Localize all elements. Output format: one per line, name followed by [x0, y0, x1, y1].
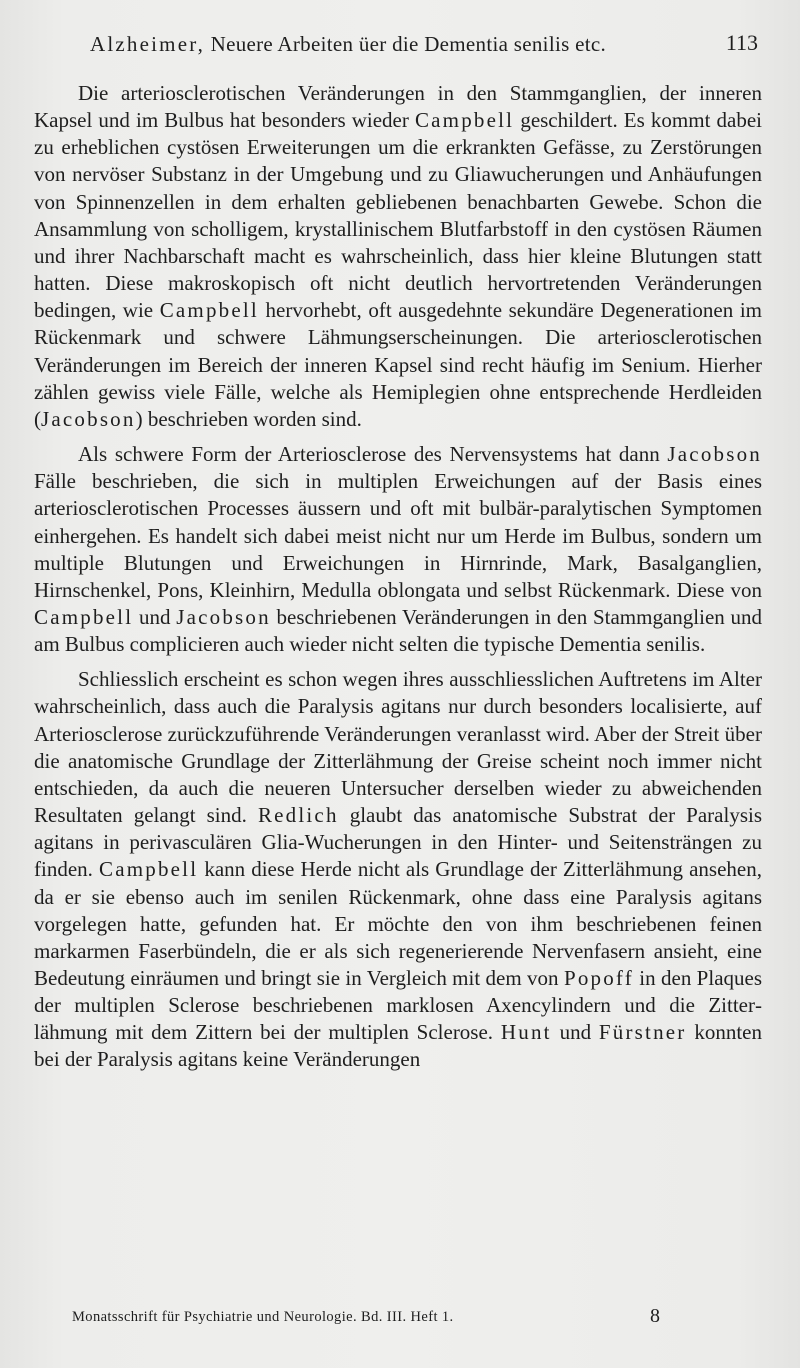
paragraph	[34, 441, 762, 658]
text-run: kann diese Herde nicht als Grundlage der Zitterlähmung ansehen, da er sie ebenso auch im senilen Rückenmark, ohne dass eine Paralysis agitans vorgelegen hatte, gefunden hat. Er möchte den von ihm beschriebenen feinen markarmen Faserbündeln, die er als sich regenerierende Nervenfasern ansieht, eine Bedeutung einräumen und bringt sie in Vergleich mit dem von	[34, 857, 762, 990]
author-name: Campbell	[159, 298, 259, 323]
running-head-author: Alzheimer,	[90, 32, 206, 56]
author-name: Jacobson	[176, 604, 271, 629]
author-name: Jacobson	[41, 406, 136, 431]
author-name: Fürstner	[598, 1020, 687, 1045]
text-run: hervorhebt, oft ausgedehnte sekundäre Degenerationen im Rückenmark und schwere Lähmungserscheinungen. Die arteriosclerotischen Veränderungen im Bereich der inneren Kapsel sind recht häufig im Senium. Hierher zählen gewiss viele Fälle, welche als Hemiplegien ohne entsprechende Herdleiden (	[34, 298, 762, 431]
running-head	[90, 30, 760, 62]
footer-signature: 8	[650, 1305, 660, 1327]
paragraph	[34, 666, 762, 1073]
text-run: konnten bei der Paralysis agitans keine Veränderungen	[34, 1020, 762, 1072]
text-run: in den Plaques der multiplen Sclerose beschriebenen marklosen Axencylindern und die Zitterlähmung mit dem Zittern bei der multiplen Sclerose.	[34, 966, 763, 1045]
text-run: und	[133, 604, 177, 629]
text-run: Fälle beschrieben, die sich in multiplen Erweichungen auf der Basis eines arteriosclerotischen Processes äussern und oft mit bulbär-paralytischen Symptomen einhergehen. Es handelt sich dabei meist nicht nur um Herde im Bulbus, sondern um multiple Blutungen und Erweichungen in Hirnrinde, Mark, Basalganglien, Hirnschenkel, Pons, Kleinhirn, Medulla oblongata und selbst Rückenmark. Diese von	[34, 469, 762, 602]
text-run: beschriebenen Veränderungen in den Stammganglien und am Bulbus complicieren auch wieder nicht selten die typische Dementia senilis.	[34, 604, 763, 657]
text-run: ) beschrieben worden sind.	[135, 406, 362, 431]
running-title	[90, 32, 606, 57]
text-run: Die arteriosclerotischen Veränderungen in den Stammganglien, der inneren Kapsel und im Bulbus hat besonders wieder	[34, 81, 762, 133]
author-name: Popoff	[563, 966, 634, 990]
author-name: Campbell	[98, 857, 199, 882]
text-run: glaubt das anatomische Substrat der Paralysis agitans in perivasculären Glia-Wucherungen in den Hinter- und Seitensträngen zu finden.	[34, 803, 763, 882]
author-name: Jacobson	[667, 442, 762, 467]
text-run: geschildert. Es kommt dabei zu erheblichen cystösen Erweiterungen um die erkrankten Gefässe, zu Zerstörungen von nervöser Substanz in der Umgebung und zu Gliawucherungen und Anhäufungen von Spinnenzellen in dem erhalten gebliebenen benachbarten Gewebe. Schon die Ansammlung von scholligem, krystallinischem Blutfarbstoff in den cystösen Räumen und ihrer Nachbarschaft macht es wahrscheinlich, dass hier kleine Blutungen statt hatten. Diese makroskopisch oft nicht deutlich hervortretenden Veränderungen bedingen, wie	[34, 108, 762, 323]
text-run: Als schwere Form der Arteriosclerose des Nervensystems hat dann	[78, 442, 668, 467]
author-name: Hunt	[500, 1020, 552, 1045]
running-head-title: Neuere Arbeiten üer die Dementia senilis etc.	[210, 32, 607, 56]
author-name: Redlich	[257, 803, 339, 828]
page-number: 113	[725, 30, 758, 55]
body-text	[34, 80, 762, 1082]
author-name: Campbell	[34, 604, 134, 629]
footer-journal: Monatsschrift für Psychiatrie und Neurologie. Bd. III. Heft 1.	[72, 1309, 454, 1325]
author-name: Campbell	[414, 108, 515, 133]
text-run: Schliesslich erscheint es schon wegen ihres ausschliesslichen Auftretens im Alter wahrscheinlich, dass auch die Paralysis agitans nur durch besonders localisierte, auf Arteriosclerose zurückzuführende Veränderungen veranlasst wird. Aber der Streit über die anatomische Grundlage der Zitterlähmung der Greise scheint noch immer nicht entschieden, da auch die neueren Untersucher derselben wieder zu abweichenden Resultaten gelangt sind.	[34, 667, 762, 828]
text-run: und	[551, 1020, 599, 1045]
paragraph	[34, 80, 762, 433]
